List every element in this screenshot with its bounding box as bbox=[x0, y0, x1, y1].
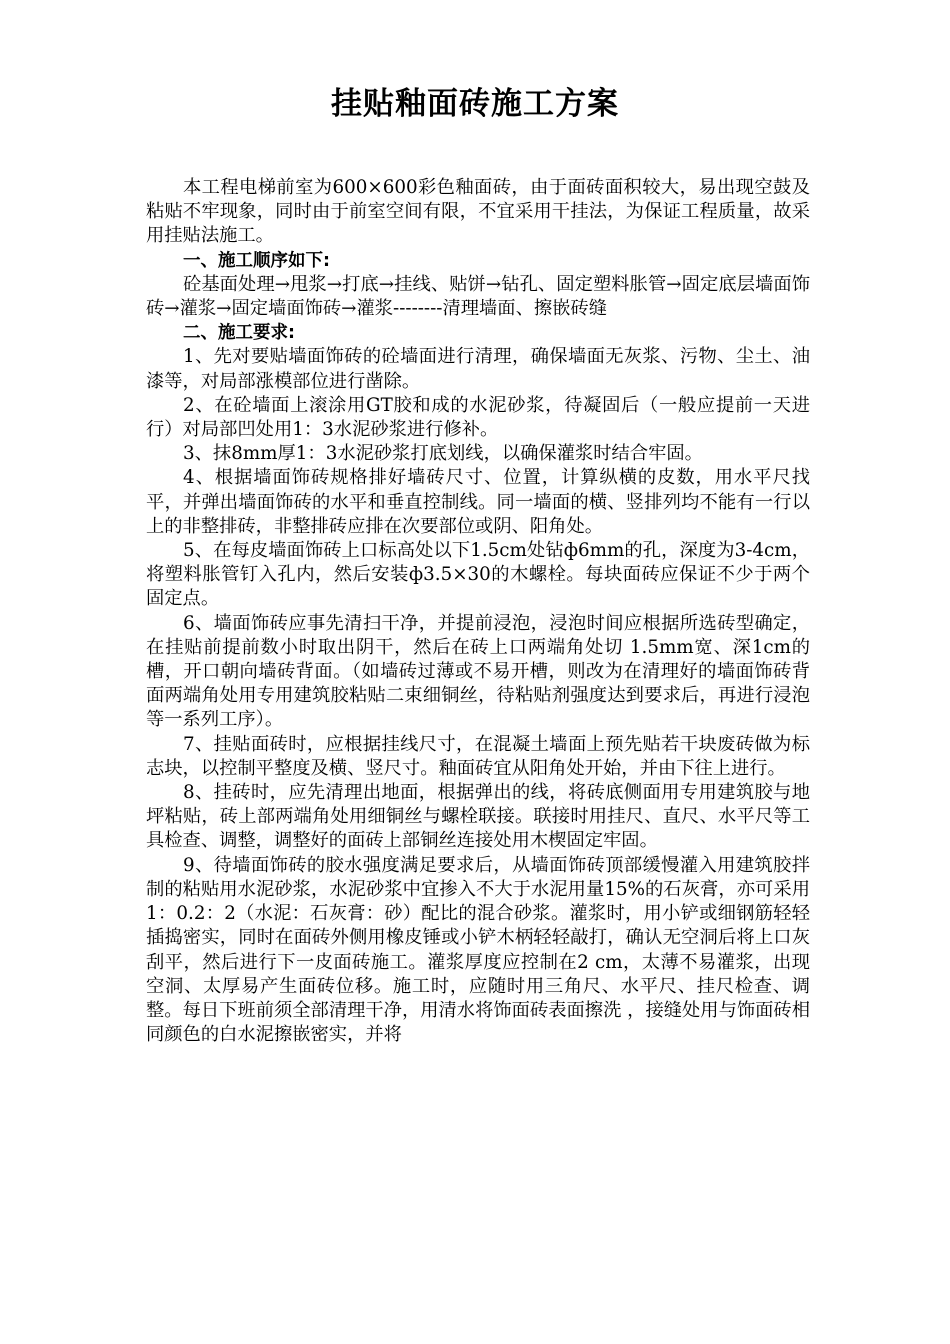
section1-heading: 一、施工顺序如下: bbox=[183, 250, 330, 271]
requirement-item-6: 6、墙面饰砖应事先清扫干净，并提前浸泡，浸泡时间应根据所选砖型确定，在挂贴前提前数小时取出阴干，然后在砖上口两端角处切 1.5mm宽、深1cm的 槽，开口朝向墙砖背面。（如墙砖过薄或不易开槽，则改为在清理好的墙面饰砖背面两端角处用专用建筑胶粘贴二束细铜丝，待粘贴剂强度达到要求后，再进行浸泡等一系列工序）。 bbox=[146, 612, 847, 731]
requirement-item-1: 1、先对要贴墙面饰砖的砼墙面进行清理，确保墙面无灰浆、污物、尘土、油漆等，对局部涨模部位进行凿除。 bbox=[146, 346, 810, 392]
requirement-item-9: 9、待墙面饰砖的胶水强度满足要求后，从墙面饰砖顶部缓慢灌入用建筑胶拌制的粘贴用水泥砂浆，水泥砂浆中宜掺入不大于水泥用量15%的石灰膏，亦可采用1：0.2：2（水泥：石灰膏：砂）配比的混合砂浆。灌浆时，用小铲或细钢筋轻轻插捣密实，同时在面砖外侧用橡皮锤或小铲木柄轻轻敲打，确认无空洞后将上口灰刮平，然后进行下一皮面砖施工。灌浆厚度应控制在2 cm，太薄不易灌浆，出现空洞、太厚易产生面砖位移。施工时，应随时用三角尺、水平尺、挂尺检查、调整。每日下班前须全部清理干净，用清水将饰面砖表面擦洗 ，接缝处用与饰面砖相同颜色的白水泥擦嵌密实，并将 bbox=[146, 854, 810, 1046]
document-body bbox=[146, 176, 847, 1047]
requirement-item-7: 7、挂贴面砖时，应根据挂线尺寸，在混凝土墙面上预先贴若干块废砖做为标志块，以控制平整度及横、竖尺寸。釉面砖宜从阳角处开始，并由下往上进行。 bbox=[146, 733, 810, 779]
requirement-item-3: 3、抹8mm厚1：3水泥砂浆打底划线，以确保灌浆时结合牢固。 bbox=[183, 443, 703, 465]
section1-paragraph: 砼基面处理→甩浆→打底→挂线、贴饼→钻孔、固定塑料胀管→固定底层墙面饰砖→灌浆→固定墙面饰砖→灌浆--------清理墙面、擦嵌砖缝 bbox=[146, 273, 810, 320]
requirement-item-4: 4、根据墙面饰砖规格排好墙砖尺寸、位置，计算纵横的皮数，用水平尺找平，并弹出墙面饰砖的水平和垂直控制线。同一墙面的横、竖排列均不能有一行以上的非整排砖，非整排砖应排在次要部位或阴、阳角处。 bbox=[146, 467, 810, 537]
intro-paragraph: 本工程电梯前室为600×600彩色釉面砖，由于面砖面积较大，易出现空鼓及粘贴不牢现象，同时由于前室空间有限，不宜采用干挂法，为保证工程质量，故采用挂贴法施工。 bbox=[146, 177, 810, 247]
requirement-item-8: 8、挂砖时，应先清理出地面，根据弹出的线，将砖底侧面用专用建筑胶与地坪粘贴，砖上部两端角处用细铜丝与螺栓联接。联接时用挂尺、直尺、水平尺等工具检查、调整，调整好的面砖上部铜丝连接处用木楔固定牢固。 bbox=[146, 782, 810, 852]
section2-heading: 二、施工要求: bbox=[183, 323, 295, 344]
requirement-item-5: 5、在每皮墙面饰砖上口标高处以下1.5cm处钻ф6mm的孔，深度为3-4cm，将塑料胀管钉入孔内，然后安装ф3.5×30的木螺栓。每块面砖应保证不少于两个固定点。 bbox=[146, 540, 810, 610]
document-title: 挂贴釉面砖施工方案 bbox=[331, 86, 619, 122]
requirement-item-2: 2、在砼墙面上滚涂用GT胶和成的水泥砂浆，待凝固后（一般应提前一天进行）对局部凹处用1：3水泥砂浆进行修补。 bbox=[146, 394, 810, 441]
